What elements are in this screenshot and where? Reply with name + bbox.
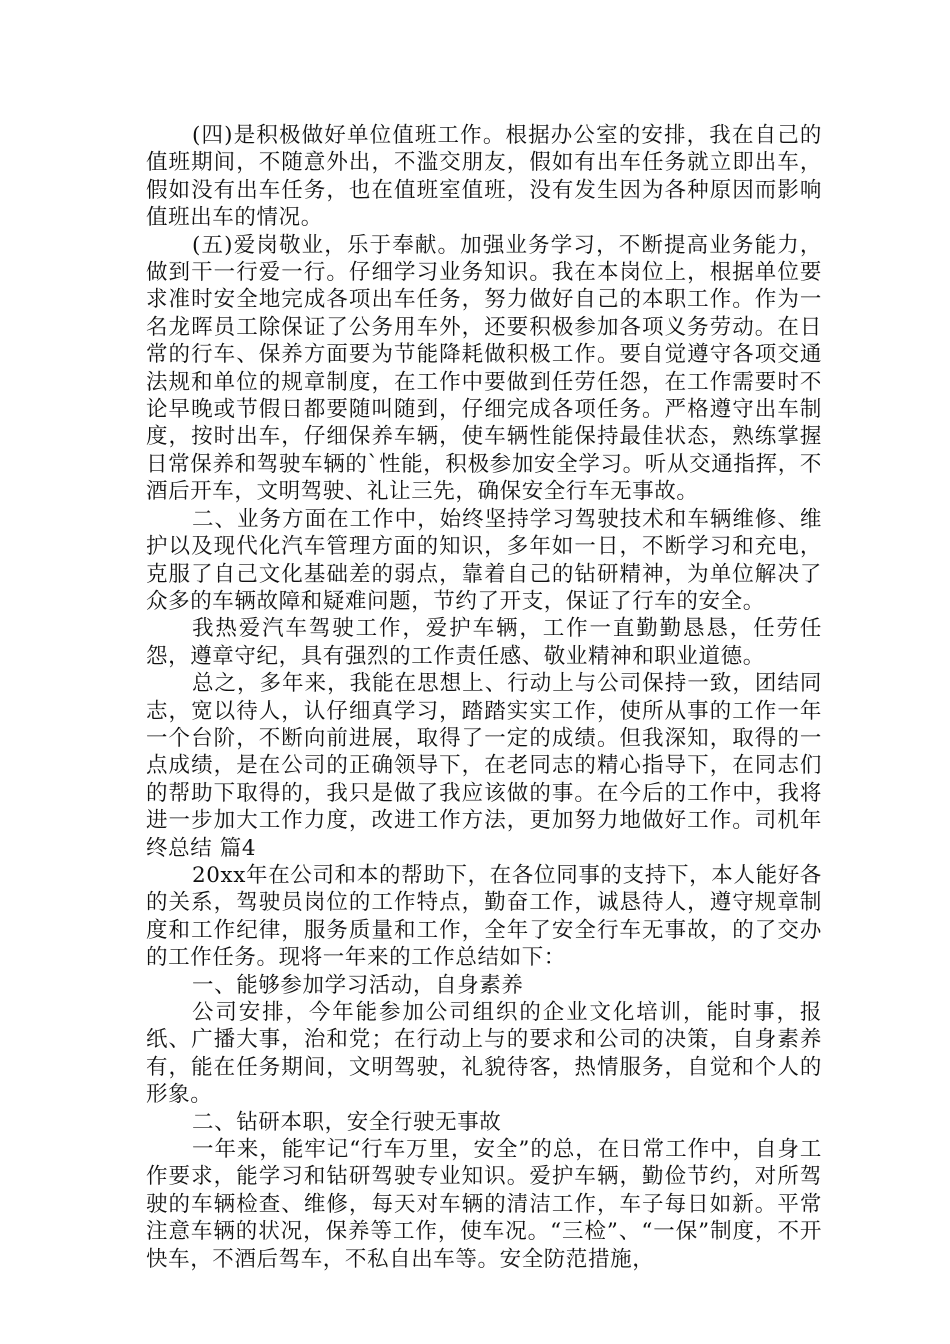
paragraph-year-intro: 20xx年在公司和本的帮助下，在各位同事的支持下，本人能好各的关系，驾驶员岗位的工作特点，勤奋工作，诚恳待人，遵守规章制度和工作纪律，服务质量和工作，全年了安全行车无事故，的了交办的工作任务。现将一年来的工作总结如下： [146, 862, 822, 971]
heading-safe-driving: 二、钻研本职，安全行驶无事故 [192, 1109, 502, 1135]
paragraph-summary: 总之，多年来，我能在思想上、行动上与公司保持一致，团结同志，宽以待人，认仔细真学习，踏踏实实工作，使所从事的工作一年一个台阶，不断向前进展，取得了一定的成绩。但我深知，取得的一点成绩，是在公司的正确领导下，在老同志的精心指导下，在同志们的帮助下取得的，我只是做了我应该做的事。在今后的工作中，我将进一步加大工作力度，改进工作方法，更加努力地做好工作。司机年终总结 篇4 [146, 671, 822, 861]
paragraph-duty-shift: (四)是积极做好单位值班工作。根据办公室的安排，我在自己的值班期间，不随意外出，不滥交朋友，假如有出车任务就立即出车，假如没有出车任务，也在值班室值班，没有发生因为各种原因而影响值班出车的情况。 [146, 123, 822, 231]
paragraph-business-skills: 二、业务方面在工作中，始终坚持学习驾驶技术和车辆维修、维护以及现代化汽车管理方面的知识，多年如一日，不断学习和充电，克服了自己文化基础差的弱点，靠着自己的钻研精神，为单位解决了众多的车辆故障和疑难问题，节约了开支，保证了行车的安全。 [146, 506, 822, 614]
paragraph-vehicle-care: 一年来，能牢记“行车万里，安全”的总，在日常工作中，自身工作要求，能学习和钻研驾驶专业知识。爱护车辆，勤俭节约，对所驾驶的车辆检查、维修，每天对车辆的清洁工作，车子每日如新。平常注意车辆的状况，保养等工作，使车况。“三检”、“一保”制度，不开快车，不酒后驾车，不私自出车等。安全防范措施， [146, 1137, 822, 1272]
heading-study-activities: 一、能够参加学习活动，自身素养 [192, 972, 524, 998]
document-page [146, 122, 822, 1273]
paragraph-dedication: (五)爱岗敬业，乐于奉献。加强业务学习，不断提高业务能力，做到干一行爱一行。仔细学习业务知识。我在本岗位上，根据单位要求准时安全地完成各项出车任务，努力做好自己的本职工作。作为一名龙晖员工除保证了公务用车外，还要积极参加各项义务劳动。在日常的行车、保养方面要为节能降耗做积极工作。要自觉遵守各项交通法规和单位的规章制度，在工作中要做到任劳任怨，在工作需要时不论早晚或节假日都要随叫随到，仔细完成各项任务。严格遵守出车制度，按时出车，仔细保养车辆，使车辆性能保持最佳状态，熟练掌握日常保养和驾驶车辆的`性能，积极参加安全学习。听从交通指挥，不酒后开车，文明驾驶、礼让三先，确保安全行车无事故。 [146, 232, 822, 505]
paragraph-love-driving: 我热爱汽车驾驶工作，爱护车辆，工作一直勤勤恳恳，任劳任怨，遵章守纪，具有强烈的工作责任感、敬业精神和职业道德。 [146, 616, 822, 669]
paragraph-company-training: 公司安排，今年能参加公司组织的企业文化培训，能时事，报纸、广播大事，治和党；在行动上与的要求和公司的决策，自身素养有，能在任务期间，文明驾驶，礼貌待客，热情服务，自觉和个人的形象。 [146, 1000, 822, 1108]
